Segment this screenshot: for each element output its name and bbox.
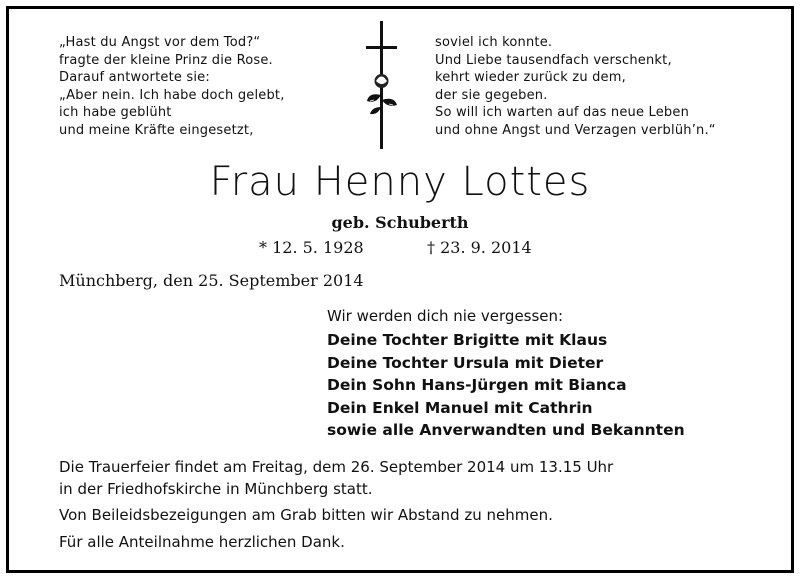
poem-line: „Hast du Angst vor dem Tod?“ — [59, 35, 261, 50]
mourner-line: Dein Sohn Hans-Jürgen mit Bianca — [327, 376, 627, 394]
poem-line: soviel ich konnte. — [435, 35, 553, 50]
funeral-info-line: Die Trauerfeier findet am Freitag, dem 26. September 2014 um 13.15 Uhr — [59, 458, 614, 476]
poem-line: Darauf antwortete sie: — [59, 70, 210, 86]
place-and-date: Münchberg, den 25. September 2014 — [59, 271, 364, 290]
mourners-list — [327, 329, 685, 442]
obituary-notice — [6, 6, 794, 573]
mourner-line: sowie alle Anverwandten und Bekannten — [327, 421, 685, 439]
poem-left-column — [59, 34, 285, 140]
funeral-notice — [59, 457, 613, 553]
poem-line: „Aber nein. Ich habe doch gelebt, — [59, 87, 285, 103]
mourner-line: Dein Enkel Manuel mit Cathrin — [327, 398, 593, 417]
poem-line: der sie gegeben. — [435, 87, 548, 103]
deceased-name: Frau Henny Lottes — [209, 159, 591, 205]
cross-with-rose — [360, 21, 404, 149]
poem-line: ich habe geblüht — [59, 105, 172, 121]
thanks-note: Für alle Anteilnahme herzlichen Dank. — [59, 532, 345, 551]
cross-icon — [360, 21, 404, 149]
maiden-name: geb. Schuberth — [331, 213, 469, 232]
birth-date: * 12. 5. 1928 — [259, 238, 364, 257]
mourner-line: Deine Tochter Brigitte mit Klaus — [327, 331, 608, 349]
poem-line: So will ich warten auf das neue Leben — [435, 105, 690, 121]
poem-right-column — [435, 34, 716, 140]
condolence-note: Von Beileidsbezeigungen am Grab bitten wir Abstand zu nehmen. — [59, 506, 553, 524]
poem-line: kehrt wieder zurück zu dem, — [435, 70, 626, 86]
rose-icon — [367, 74, 397, 114]
poem-line: fragte der kleine Prinz die Rose. — [59, 52, 273, 68]
poem-line: Und Liebe tausendfach verschenkt, — [435, 52, 672, 68]
mourners-intro: Wir werden dich nie vergessen: — [327, 307, 564, 325]
funeral-info-line: in der Friedhofskirche in Münchberg statt. — [59, 479, 373, 498]
poem-line: und meine Kräfte eingesetzt, — [59, 122, 254, 138]
mourner-line: Deine Tochter Ursula mit Dieter — [327, 353, 604, 372]
death-date: † 23. 9. 2014 — [427, 238, 532, 257]
poem-line: und ohne Angst und Verzagen verblüh’n.“ — [435, 122, 716, 138]
